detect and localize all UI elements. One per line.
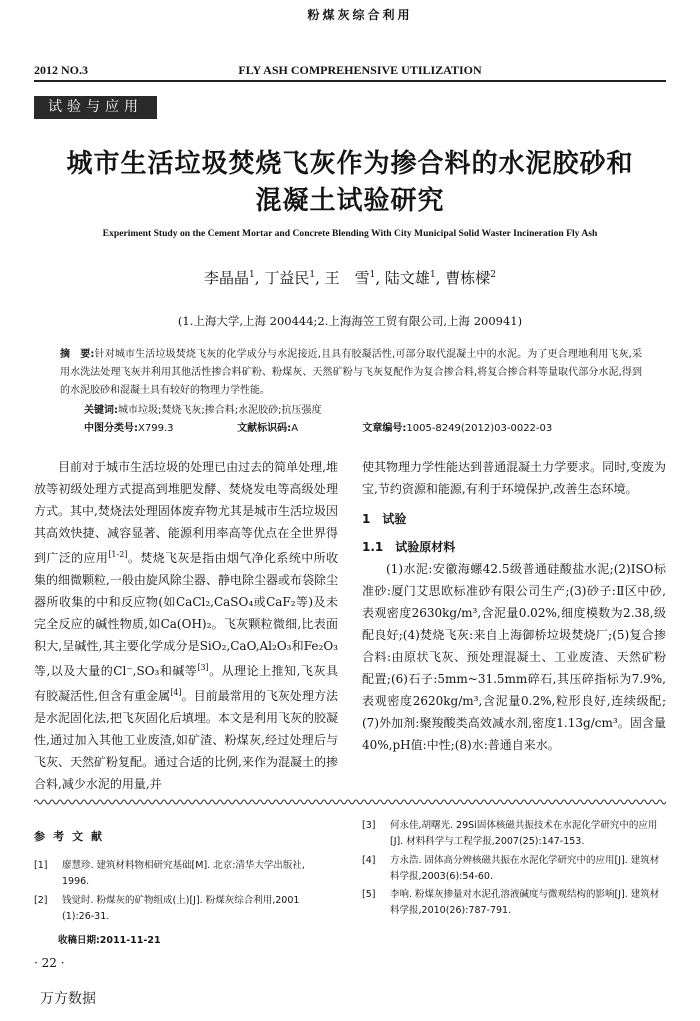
citation: [1-2] xyxy=(108,550,128,559)
article-no-label: 文章编号: xyxy=(362,423,407,434)
clc-label: 中图分类号: xyxy=(84,423,138,434)
author-affil-mark: 1 xyxy=(309,270,316,280)
keywords-label: 关键词: xyxy=(84,405,118,416)
abstract-text: 针对城市生活垃圾焚烧飞灰的化学成分与水泥接近,且具有胶凝活性,可部分取代混凝土中的水泥。为了更合理地利用飞灰,采用水洗法处理飞灰并利用其他活性掺合料矿粉、粉煤灰、天然矿粉与飞灰复配作为复合掺合料,将复合掺合料等量取代部分水泥,得到的水泥胶砂和混凝土具有较好的物理力学性能。 xyxy=(60,349,642,396)
reference-number: [4] xyxy=(362,855,376,866)
materials-paragraph: (1)水泥:安徽海螺42.5级普通硅酸盐水泥;(2)ISO标准砂:厦门艾思欧标准砂有限公司生产;(3)砂子:Ⅱ区中砂,表观密度2630kg/m³,含泥量0.02%,细度模数为2.38,级配良好;(4)焚烧飞灰:来自上海御桥垃圾焚烧厂;(5)复合掺合料:由原状飞灰、预处理混凝土、工业废渣、天然矿粉配置;(6)石子:5mm~31.5mm碎石,其压碎指标为7.9%,表观密度2620kg/m³,含泥量0.2%,粒形良好,连续级配;(7)外加剂:聚羧酸类高效减水剂,密度1.13g/cm³。固含量40%,pH值:中性;(8)水:普通自来水。 xyxy=(362,562,666,752)
keywords xyxy=(84,401,321,416)
reference-text: 何永佳,胡曙光. 29Si固体核磁共振技术在水泥化学研究中的应用[J]. 材料科学与工程学报,2007(25):147-153. xyxy=(390,820,658,847)
reference-number: [5] xyxy=(362,889,376,900)
author-name: 王 雪 xyxy=(324,269,370,287)
classification-line xyxy=(84,419,552,434)
doc-code-label: 文献标识码: xyxy=(237,423,292,434)
author-affil-mark: 2 xyxy=(490,270,496,280)
header-divider xyxy=(34,80,666,82)
author-list: 李晶晶$^1$, 丁益民$^1$, 王 雪$^1$, 陆文雄$^1$, 曹栋樑$^2$ xyxy=(204,269,496,287)
doc-code-value: A xyxy=(291,423,299,434)
reference-text: 钱觉时. 粉煤灰的矿物组成(上)[J]. 粉煤灰综合利用,2001 (1):26-31. xyxy=(62,895,300,922)
reference-item xyxy=(34,893,334,925)
reference-text: 方永浩. 固体高分辨核磁共振在水泥化学研究中的应用[J]. 建筑材料学报,2003(6):54-60. xyxy=(390,855,660,882)
reference-item xyxy=(362,818,666,850)
clc-value: X799.3 xyxy=(138,423,174,434)
reference-item xyxy=(362,887,666,919)
reference-number: [3] xyxy=(362,820,376,831)
citation: [3] xyxy=(197,663,209,672)
intro-continuation: 使其物理力学性能达到普通混凝土力学要求。同时,变废为宝,节约资源和能源,有利于环境保护,改善生态环境。 xyxy=(362,460,666,496)
references-title: 参考文献 xyxy=(34,830,110,843)
journal-title-cn: 粉煤灰综合利用 xyxy=(307,8,413,22)
intro-text-1: 目前对于城市生活垃圾的处理已由过去的简单处理,堆放等初级处理方式提高到堆肥发酵、焚烧发电等高级处理方式。其中,焚烧法处理固体废弃物尤其是城市生活垃圾因其高效快捷、减容显著、能源利用率高等优点在全世界得到广泛的应用 xyxy=(34,460,338,565)
body-column-right xyxy=(362,456,666,756)
article-no-value: 1005-8249(2012)03-0022-03 xyxy=(406,423,553,434)
abstract xyxy=(60,346,642,400)
author-name: 李晶晶 xyxy=(204,269,250,287)
reference-item xyxy=(362,853,666,885)
watermark: 万方数据 xyxy=(40,991,96,1007)
intro-text-2: 。焚烧飞灰是指由烟气净化系统中所收集的细微颗粒,一般由旋风除尘器、静电除尘器或布袋除尘器所收集的中和反应物(如CaCl₂,CaSO₄或CaF₂等)及未完全反应的碱性物质,如Ca(OH)₂。飞灰颗粒微细,比表面积大,呈碱性,其主要化学成分是SiO₂,CaO,Al₂O₃和Fe₂O₃等,以及大量的Cl⁻,SO₃和碱等 xyxy=(34,551,338,678)
author-name: 陆文雄 xyxy=(384,269,430,287)
affiliation: (1.上海大学,上海 200444;2.上海海笠工贸有限公司,上海 200941) xyxy=(177,314,523,328)
journal-title-en: FLY ASH COMPREHENSIVE UTILIZATION xyxy=(238,63,482,77)
reference-number: [1] xyxy=(34,860,48,871)
author-name: 曹栋樑 xyxy=(445,269,491,287)
paper-title-line1: 城市生活垃圾焚烧飞灰作为掺合料的水泥胶砂和 xyxy=(66,149,634,179)
author-affil-mark: 1 xyxy=(369,270,376,280)
page-number: · 22 · xyxy=(34,956,65,970)
citation: [4] xyxy=(170,688,182,697)
wavy-divider xyxy=(34,797,666,807)
author-affil-mark: 1 xyxy=(429,270,436,280)
reference-item xyxy=(34,858,334,890)
intro-paragraph xyxy=(34,456,338,795)
section-tag: 试验与应用 xyxy=(34,96,157,119)
keywords-text: 城市垃圾;焚烧飞灰;掺合料;水泥胶砂;抗压强度 xyxy=(118,405,322,416)
received-date: 收稿日期:2011-11-21 xyxy=(58,935,161,946)
body-column-left xyxy=(34,456,338,795)
paper-title-english: Experiment Study on the Cement Mortar and Concrete Blending With City Municipal Solid Waster Incineration Fly Ash xyxy=(102,228,598,239)
reference-text: 廖慧珍. 建筑材料物相研究基础[M]. 北京:清华大学出版社, 1996. xyxy=(62,860,305,887)
intro-text-3: 。从理论上推知,飞灰具有胶凝活性,但含有重金属 xyxy=(34,664,338,703)
reference-number: [2] xyxy=(34,895,48,906)
section-heading: 1 试验 xyxy=(362,512,407,526)
intro-text-4: 。目前最常用的飞灰处理方法是水泥固化法,把飞灰固化后填埋。本文是利用飞灰的胶凝性,通过加入其他工业废渣,如矿渣、粉煤灰,经过处理后与飞灰、天然矿粉复配。通过合适的比例,来作为混凝土的掺合料,减少水泥的用量,并 xyxy=(34,689,338,791)
paper-title-line2: 混凝土试验研究 xyxy=(255,186,445,216)
reference-text: 李响. 粉煤灰掺量对水泥孔溶液碱度与微观结构的影响[J]. 建筑材料学报,2010(26):787-791. xyxy=(390,889,660,916)
author-affil-mark: 1 xyxy=(249,270,255,280)
author-name: 丁益民 xyxy=(264,269,310,287)
issue-label: 2012 NO.3 xyxy=(34,63,88,77)
abstract-label: 摘 要: xyxy=(60,349,95,360)
subsection-heading: 1.1 试验原材料 xyxy=(362,540,456,554)
